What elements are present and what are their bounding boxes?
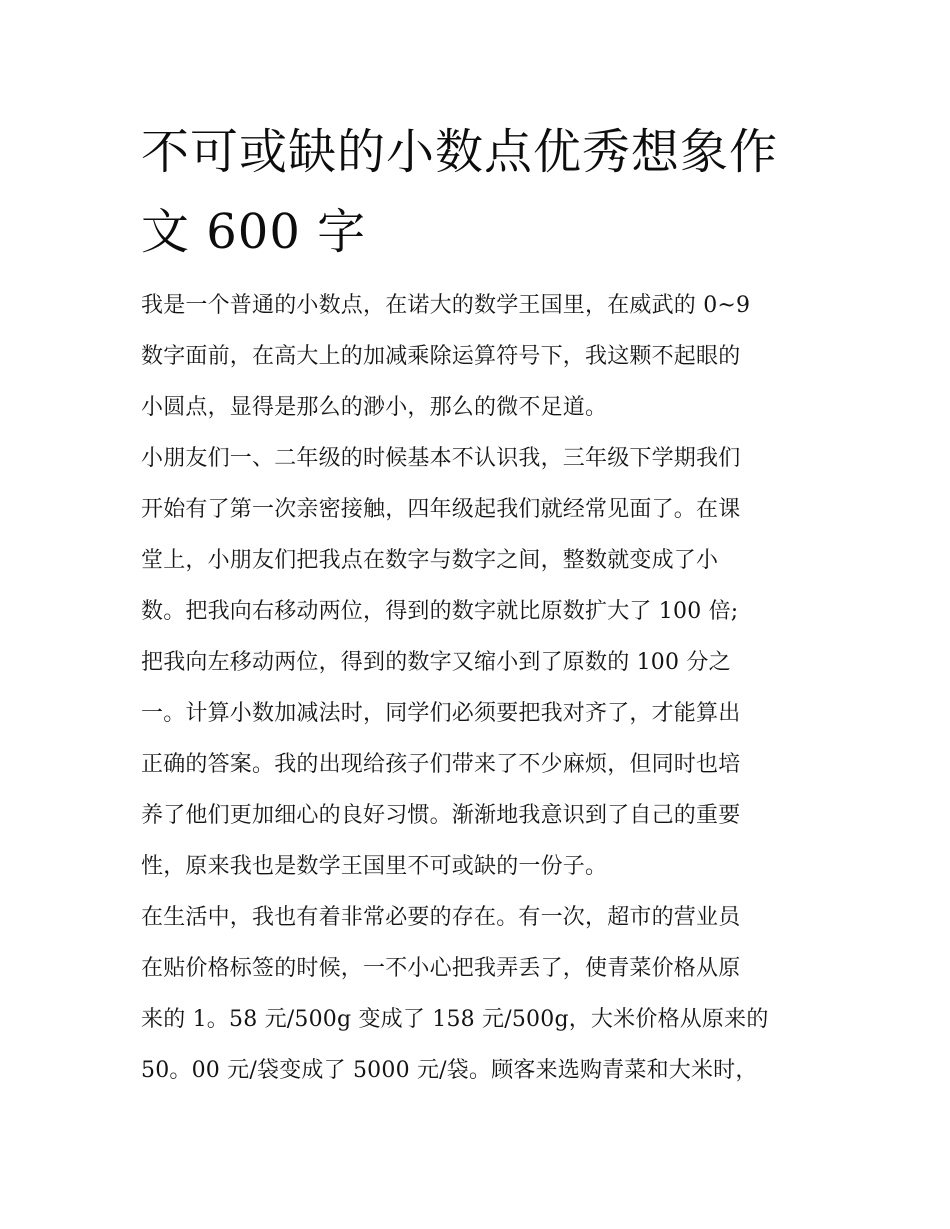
text-line: 在生活中，我也有着非常必要的存在。有一次，超市的营业员 [141,905,741,930]
page-title [141,112,813,272]
text-line: 堂上，小朋友们把我点在数字与数字之间，整数就变成了小 [141,548,719,573]
text-line: 把我向左移动两位，得到的数字又缩小到了原数的 100 分之 [141,650,731,675]
text-line: 来的 1。58 元/500g 变成了 158 元/500g，大米价格从原来的 [141,1007,769,1032]
paragraph-life [141,892,813,1096]
text-line: 正确的答案。我的出现给孩子们带来了不少麻烦，但同时也培 [141,752,741,777]
text-line: 数字面前，在高大上的加减乘除运算符号下，我这颗不起眼的 [141,344,741,369]
text-line: 小圆点，显得是那么的渺小，那么的微不足道。 [141,395,608,420]
text-line: 50。00 元/袋变成了 5000 元/袋。顾客来选购青菜和大米时， [141,1058,758,1083]
text-line: 养了他们更加细心的良好习惯。渐渐地我意识到了自己的重要 [141,803,741,828]
paragraph-school [141,433,813,892]
text-line: 小朋友们一、二年级的时候基本不认识我，三年级下学期我们 [141,446,741,471]
paragraph-intro [141,280,813,433]
text-line: 在贴价格标签的时候，一不小心把我弄丢了，使青菜价格从原 [141,956,741,981]
text-line: 性，原来我也是数学王国里不可或缺的一份子。 [141,854,608,879]
title-line: 文 600 字 [141,204,367,260]
text-line: 我是一个普通的小数点，在诺大的数学王国里，在威武的 0~9 [141,293,751,318]
text-line: 开始有了第一次亲密接触，四年级起我们就经常见面了。在课 [141,497,741,522]
text-line: 数。把我向右移动两位，得到的数字就比原数扩大了 100 倍; [141,599,739,624]
text-line: 一。计算小数加减法时，同学们必须要把我对齐了，才能算出 [141,701,741,726]
title-line: 不可或缺的小数点优秀想象作 [141,124,779,180]
document-content [141,112,813,1096]
